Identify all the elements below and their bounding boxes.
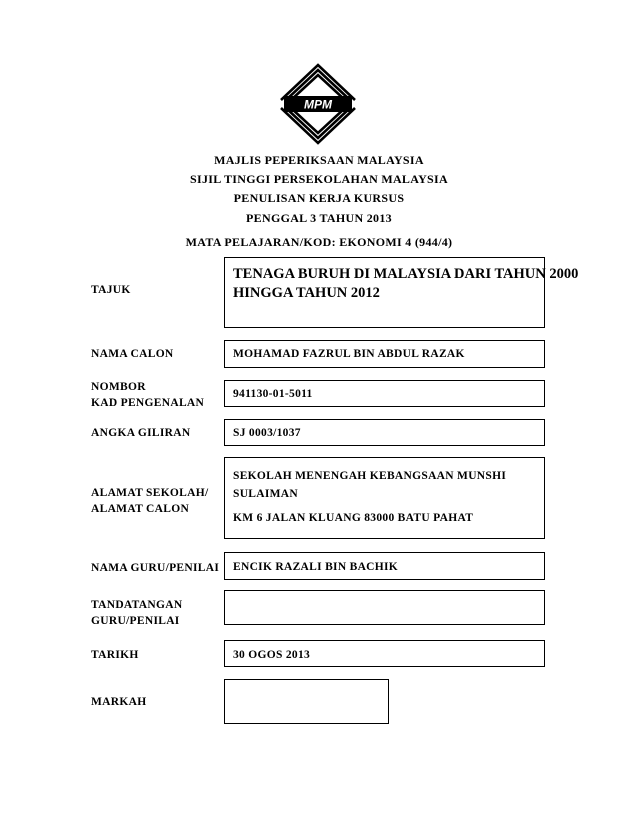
alamat-value-1: SEKOLAH MENENGAH KEBANGSAAN MUNSHI <box>233 470 507 482</box>
label-tajuk: TAJUK <box>91 284 131 296</box>
kad-pengenalan-value: 941130-01-5011 <box>233 388 313 400</box>
alamat-value-2: SULAIMAN <box>233 488 299 500</box>
tarikh-value: 30 OGOS 2013 <box>233 649 311 661</box>
tajuk-value-1: TENAGA BURUH DI MALAYSIA DARI TAHUN 2000 <box>233 266 579 282</box>
header-subject: MATA PELAJARAN/KOD: EKONOMI 4 (944/4) <box>185 235 453 249</box>
label-guru-penilai: GURU/PENILAI <box>91 615 180 627</box>
mpm-logo <box>277 63 359 145</box>
label-nombor: NOMBOR <box>91 381 146 393</box>
label-alamat-calon: ALAMAT CALON <box>91 503 190 515</box>
markah-box <box>224 679 389 724</box>
header-term: PENGGAL 3 TAHUN 2013 <box>246 211 392 225</box>
label-nama-calon: NAMA CALON <box>91 348 174 360</box>
label-markah: MARKAH <box>91 696 147 708</box>
nama-calon-value: MOHAMAD FAZRUL BIN ABDUL RAZAK <box>233 348 465 360</box>
label-kad-pengenalan: KAD PENGENALAN <box>91 397 205 409</box>
tajuk-value-2: HINGGA TAHUN 2012 <box>233 285 380 301</box>
label-angka-giliran: ANGKA GILIRAN <box>91 427 191 439</box>
header-coursework: PENULISAN KERJA KURSUS <box>233 191 405 205</box>
angka-giliran-value: SJ 0003/1037 <box>233 427 301 439</box>
header-council: MAJLIS PEPERIKSAAN MALAYSIA <box>214 153 424 167</box>
guru-value: ENCIK RAZALI BIN BACHIK <box>233 561 399 573</box>
tandatangan-box <box>224 590 545 625</box>
label-guru: NAMA GURU/PENILAI <box>91 562 220 574</box>
label-tarikh: TARIKH <box>91 649 139 661</box>
label-tandatangan: TANDATANGAN <box>91 599 183 611</box>
logo-text: MPM <box>304 97 332 112</box>
header-certificate: SIJIL TINGGI PERSEKOLAHAN MALAYSIA <box>190 172 448 186</box>
label-alamat-sekolah: ALAMAT SEKOLAH/ <box>91 487 209 499</box>
alamat-value-3: KM 6 JALAN KLUANG 83000 BATU PAHAT <box>233 512 474 524</box>
